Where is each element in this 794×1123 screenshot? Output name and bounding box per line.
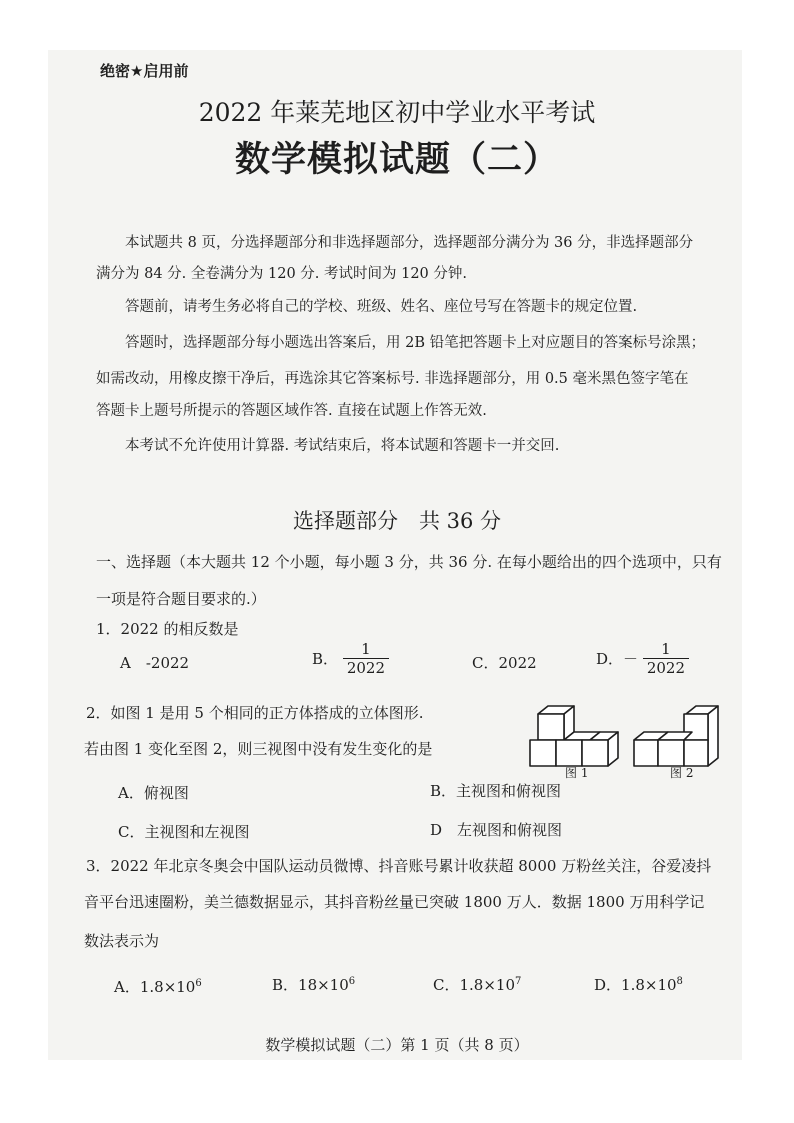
section-intro: 一项是符合题目要求的.） — [96, 590, 266, 608]
q3-option-c: C．$1.8\times 10^7$ — [433, 976, 522, 994]
section-intro: 一、选择题（本大题共 12 个小题，每小题 3 分，共 36 分. 在每小题给出的四个选项中，只有 — [96, 553, 722, 571]
question-3-stem: 音平台迅速圈粉，美兰德数据显示，其抖音粉丝量已突破 1800 万人．数据 1800 万用科学记 — [84, 893, 705, 911]
section-title: 选择题部分 共 36 分 — [292, 509, 502, 533]
q2-option-b: B．主视图和俯视图 — [430, 782, 562, 800]
instruction-line: 答题前，请考生务必将自己的学校、班级、姓名、座位号写在答题卡的规定位置. — [125, 299, 638, 315]
paper-title: 数学模拟试题（二） — [234, 139, 559, 180]
figure-2-label: 图 2 — [670, 766, 694, 780]
question-1-stem: 1．2022 的相反数是 — [96, 620, 239, 638]
q2-option-d: D 左视图和俯视图 — [430, 821, 563, 839]
question-2-stem: 2．如图 1 是用 5 个相同的正方体搭成的立体图形. — [86, 704, 424, 722]
instruction-line: 满分为 84 分. 全卷满分为 120 分. 考试时间为 120 分钟. — [96, 266, 468, 282]
q3-option-a: A．$1.8\times 10^6$ — [114, 978, 202, 996]
instruction-line: 如需改动，用橡皮擦干净后，再选涂其它答案标号. 非选择题部分，用 0.5 毫米黑色签字笔在 — [96, 371, 689, 387]
instruction-line: 答题时，选择题部分每小题选出答案后，用 2B 铅笔把答题卡上对应题目的答案标号涂黑； — [125, 335, 706, 351]
instruction-line: 答题卡上题号所提示的答题区域作答. 直接在试题上作答无效. — [96, 403, 487, 419]
q2-option-a: A．俯视图 — [118, 784, 189, 802]
instruction-line: 本试题共 8 页，分选择题部分和非选择题部分，选择题部分满分为 36 分，非选择题部分 — [125, 235, 694, 251]
q2-option-c: C．主视图和左视图 — [118, 823, 250, 841]
q3-option-d: D．$1.8\times 10^8$ — [594, 976, 683, 994]
question-2-stem: 若由图 1 变化至图 2，则三视图中没有发生变化的是 — [84, 740, 433, 758]
exam-title: 2022 年莱芜地区初中学业水平考试 — [198, 98, 596, 127]
q1-option-c: C．2022 — [472, 654, 537, 672]
question-3-stem: 3．2022 年北京冬奥会中国队运动员微博、抖音账号累计收获超 8000 万粉丝关注，谷爱凌抖 — [86, 857, 712, 875]
figure-1-label: 图 1 — [565, 766, 589, 780]
instruction-line: 本考试不允许使用计算器. 考试结束后，将本试题和答题卡一并交回. — [125, 438, 560, 454]
q1-option-a: A -2022 — [120, 654, 190, 672]
q1-option-d: D．－ $\frac{1}{2022}$ — [596, 640, 689, 677]
confidential-mark: 绝密★启用前 — [100, 62, 189, 80]
q3-option-b: B．$18\times 10^6$ — [272, 976, 356, 994]
question-3-stem: 数法表示为 — [84, 932, 160, 950]
q1-option-b: B． $\frac{1}{2022}$ — [312, 640, 389, 677]
page-footer: 数学模拟试题（二）第 1 页（共 8 页） — [265, 1036, 529, 1054]
